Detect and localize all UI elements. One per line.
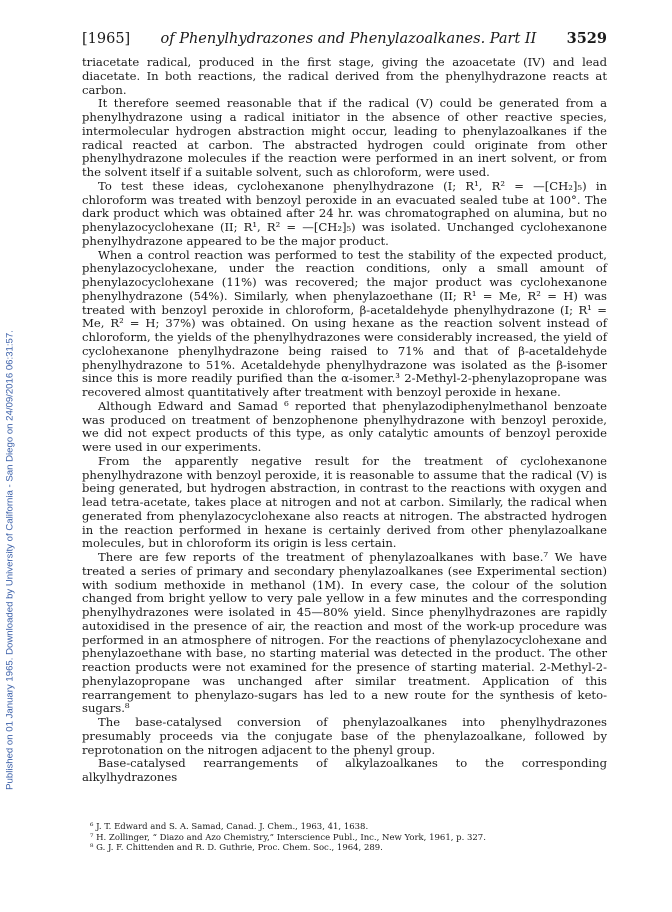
paragraph: Base-catalysed rearrangements of alkylazoalkanes to the corresponding alkylhydrazones bbox=[82, 756, 607, 784]
footnote: ⁶ J. T. Edward and S. A. Samad, Canad. J. Chem., 1963, 41, 1638. bbox=[90, 822, 369, 832]
paragraph: From the apparently negative result for the treatment of cyclohexanone phenylhydrazone with benzoyl peroxide, it is reasonable to assume that the radical (V) is being generated, but hydrogen abstraction, in contrast to the reactions with oxygen and lead tetra-acetate, takes place at nitrogen and not at carbon. Similarly, the radical when generated from phenylazocyclohexane also reacts at nitrogen. The abstracted hydrogen in the reaction performed in hexane is certainly derived from other phenylazoalkane molecules, but in chloroform its origin is less certain. bbox=[82, 453, 607, 551]
paragraph: When a control reaction was performed to test the stability of the expected product, phenylazocyclohexane, under the reaction conditions, only a small amount of phenylazocyclohexane (11%) was recovered; the major product was cyclohexanone phenylhydrazone (54%). Similarly, when phenylazoethane (II; R¹ = Me, R² = H) was treated with benzoyl peroxide in chloroform, β-acetaldehyde phenylhydrazone (I; R¹ = Me, R² = H; 37%) was obtained. On using hexane as the reaction solvent instead of chloroform, the yields of the phenylhydrazones were considerably increased, the yield of cyclohexanone phenylhydrazone being raised to 71% and that of β-acetaldehyde phenylhydrazone to 51%. Acetaldehyde phenylhydrazone was isolated as the β-isomer since this is more readily purified than the α-isomer.³ 2-Methyl-2-phenylazopropane was recovered almost quantitatively after treatment with benzoyl peroxide in hexane. bbox=[82, 247, 607, 399]
paragraph: It therefore seemed reasonable that if the radical (V) could be generated from a phenylhydrazone using a radical initiator in the absence of other reactive species, intermolecular hydrogen abstraction might occur, leading to phenylazoalkanes if the radical reacted at carbon. The abstracted hydrogen could originate from other phenylhydrazone molecules if the reaction were performed in an inert solvent, or from the solvent itself if a suitable solvent, such as chloroform, were used. bbox=[82, 96, 607, 179]
page-header bbox=[82, 30, 607, 50]
paragraph: To test these ideas, cyclohexanone phenylhydrazone (I; R¹, R² = —[CH₂]₅) in chloroform was treated with benzoyl peroxide in an evacuated sealed tube at 100°. The dark product which was obtained after 24 hr. was chromatographed on alumina, but no phenylazocyclohexane (II; R¹, R² = —[CH₂]₅) was isolated. Unchanged cyclohexanone phenylhydrazone appeared to be the major product. bbox=[82, 178, 607, 248]
footnotes bbox=[82, 822, 607, 854]
download-watermark bbox=[0, 0, 20, 912]
paragraph: There are few reports of the treatment of phenylazoalkanes with base.⁷ We have treated a series of primary and secondary phenylazoalkanes (see Experimental section) with sodium methoxide in methanol (1M). In every case, the colour of the solution changed from bright yellow to very pale yellow in a few minutes and the corresponding phenylhydrazones were isolated in 45—80% yield. Since phenylhydrazones are rapidly autoxidised in the presence of air, the reaction and most of the work-up procedure was performed in an atmosphere of nitrogen. For the reactions of phenylazocyclohexane and phenylazoethane with base, no starting material was detected in the product. The other reaction products were not examined for the presence of starting material. 2-Methyl-2-phenylazopropane was unchanged after similar treatment. Application of this rearrangement to phenylazo-sugars has led to a new route for the synthesis of keto-sugars.⁸ bbox=[82, 550, 607, 716]
paragraph: Although Edward and Samad ⁶ reported that phenylazodiphenylmethanol benzoate was produced on treatment of benzophenone phenylhydrazone with benzoyl peroxide, we did not expect products of this type, as only catalytic amounts of benzoyl peroxide were used in our experiments. bbox=[82, 398, 607, 454]
download-watermark-text: Published on 01 January 1965. Downloaded by University of California - San Diego on 24/09/2016 06:31:57. bbox=[4, 330, 16, 790]
paragraph: The base-catalysed conversion of phenylazoalkanes into phenylhydrazones presumably proceeds via the conjugate base of the phenylazoalkane, followed by reprotonation on the nitrogen adjacent to the phenyl group. bbox=[82, 715, 607, 757]
footnote: ⁸ G. J. F. Chittenden and R. D. Guthrie, Proc. Chem. Soc., 1964, 289. bbox=[90, 843, 383, 854]
page-number: 3529 bbox=[566, 30, 607, 47]
header-year: [1965] bbox=[82, 31, 131, 47]
running-title: of Phenylhydrazones and Phenylazoalkanes. Part II bbox=[160, 31, 537, 47]
paragraph: triacetate radical, produced in the first stage, giving the azoacetate (IV) and lead diacetate. In both reactions, the radical derived from the phenylhydrazone reacts at carbon. bbox=[82, 55, 607, 97]
article-body bbox=[82, 56, 607, 785]
footnote: ⁷ H. Zollinger, “ Diazo and Azo Chemistry,” Interscience Publ., Inc., New York, 1961, p. 327. bbox=[90, 832, 486, 843]
